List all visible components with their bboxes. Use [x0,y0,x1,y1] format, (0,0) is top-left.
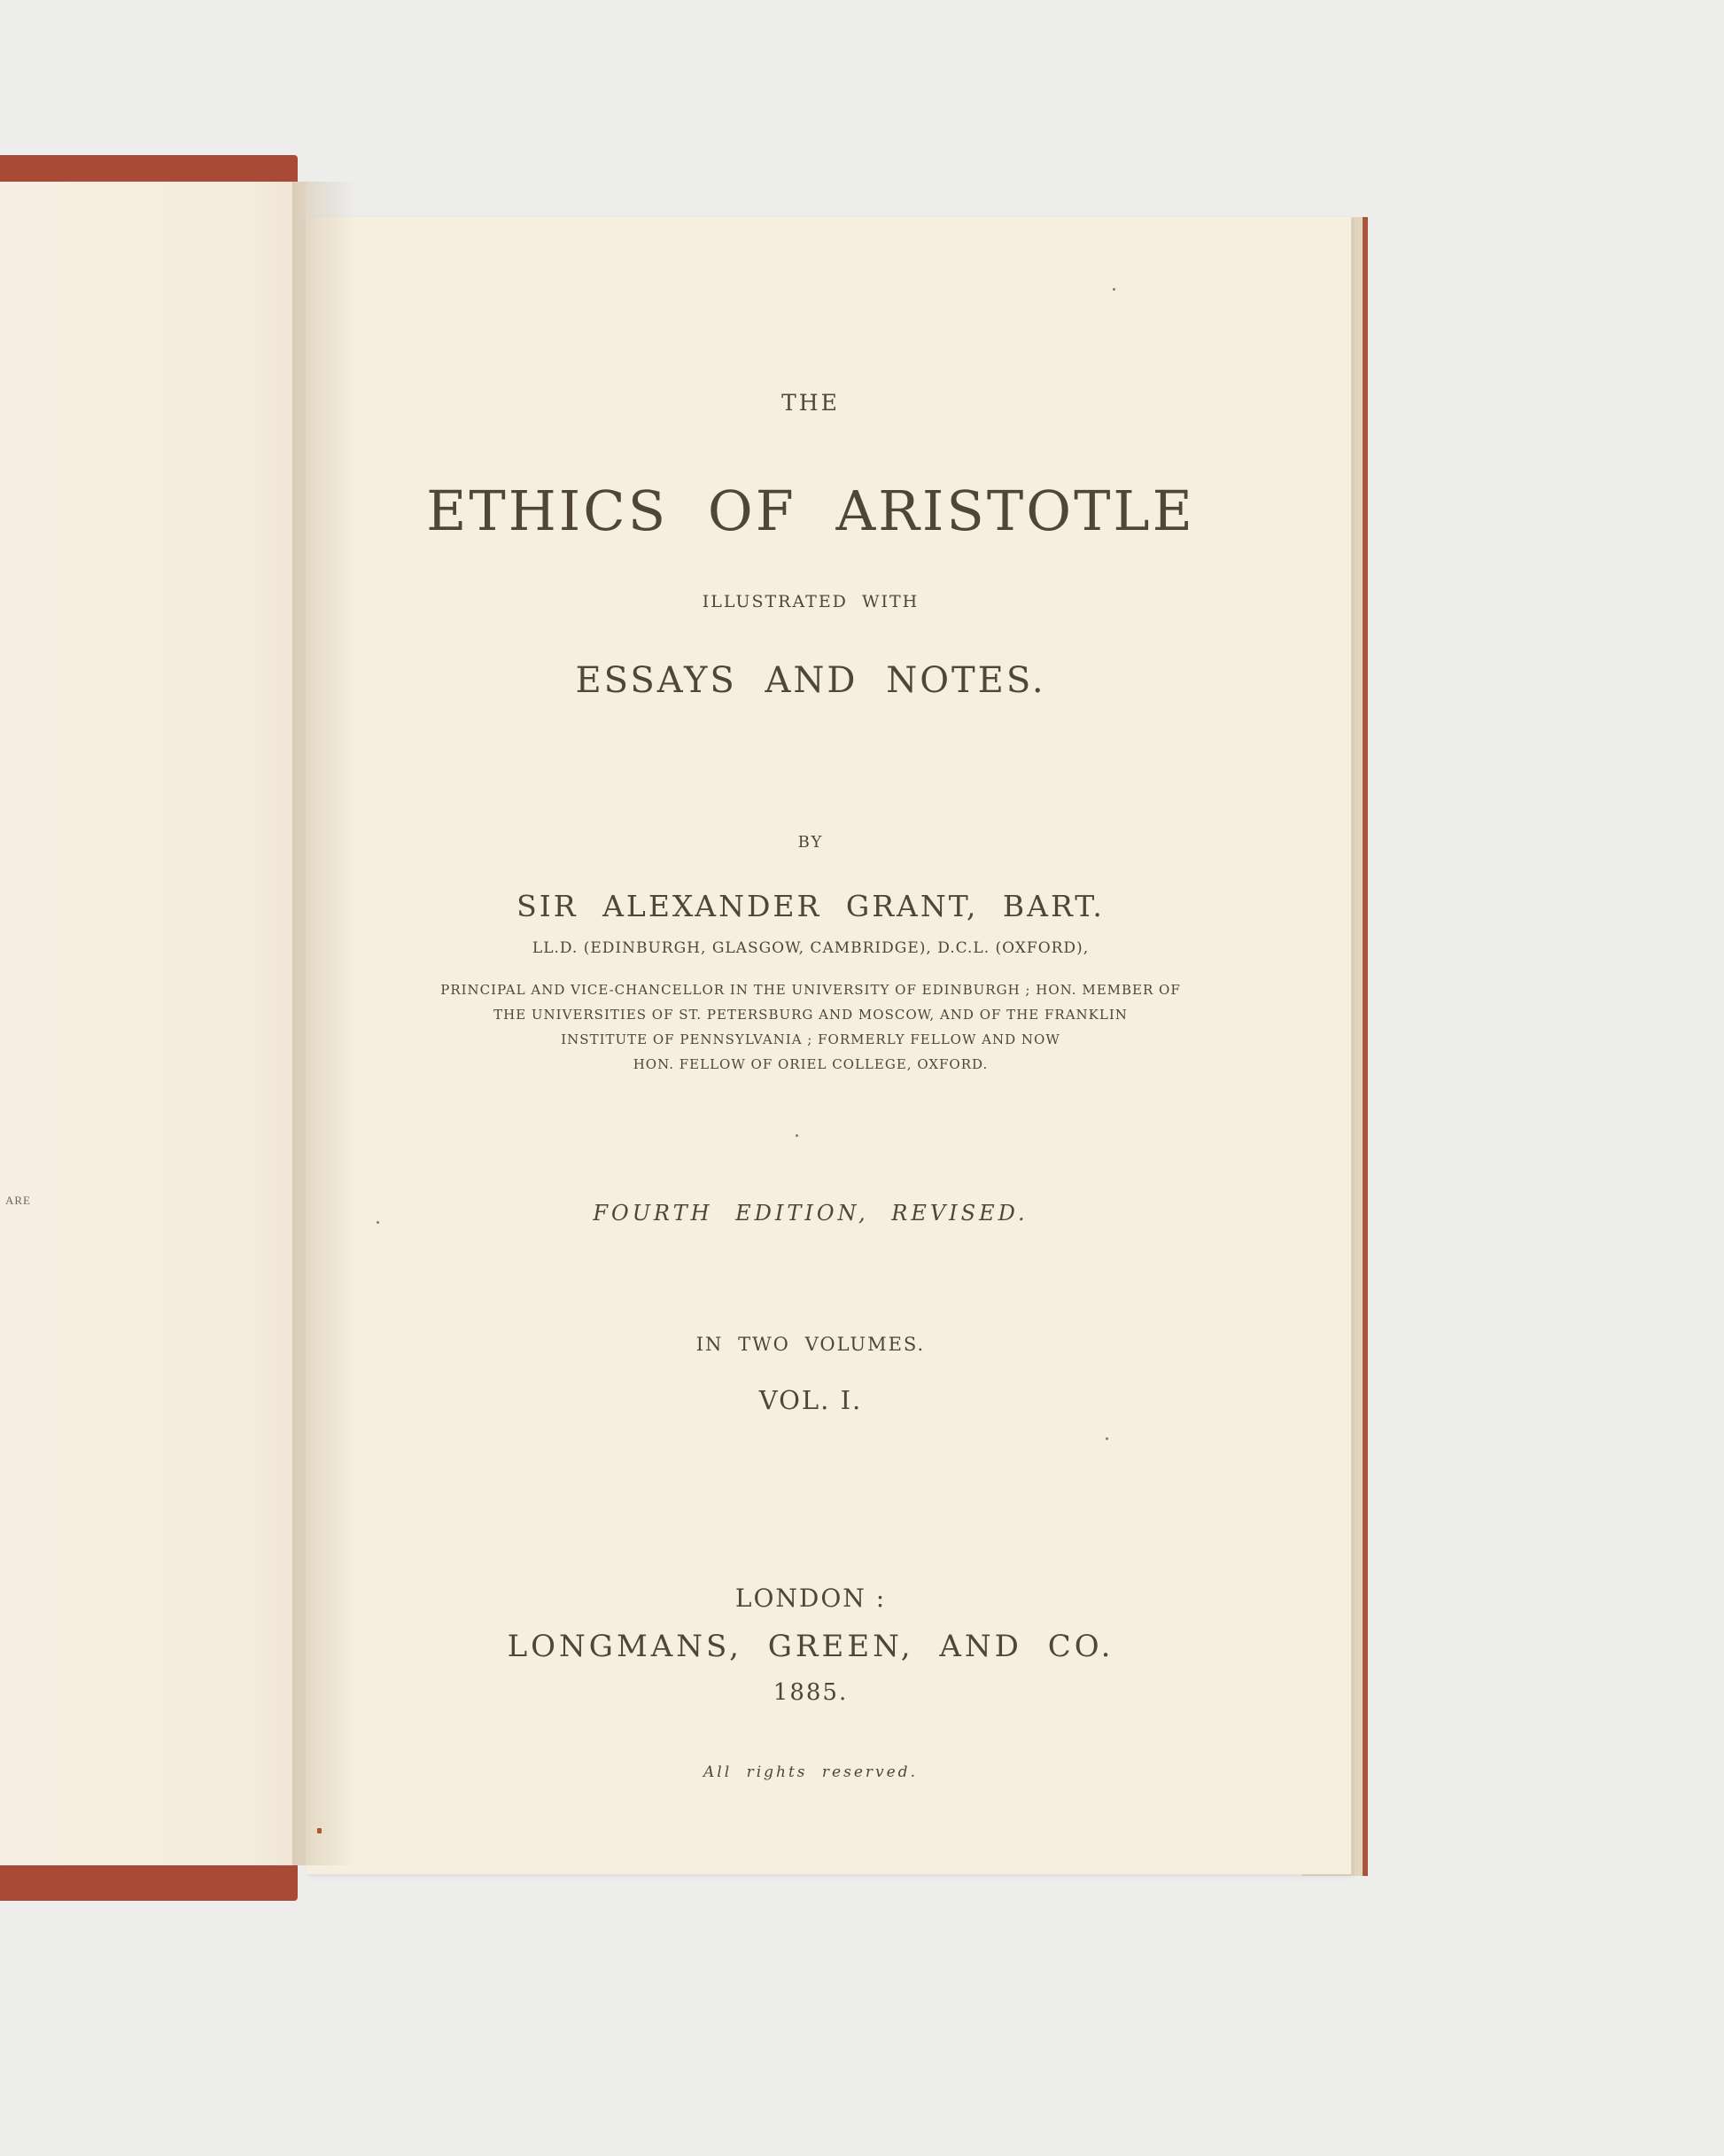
publication-year: 1885. [773,1679,849,1706]
paper-speck [377,1221,379,1224]
paper-speck [796,1134,798,1137]
affiliation-line: PRINCIPAL AND VICE-CHANCELLOR IN THE UNIVERSITY OF EDINBURGH ; HON. MEMBER OF [440,982,1181,998]
paper-speck [1113,288,1115,291]
title-article: THE [781,390,840,416]
affiliation-line: INSTITUTE OF PENNSYLVANIA ; FORMERLY FELLOW AND NOW [561,1031,1060,1047]
author-degrees: LL.D. (EDINBURGH, GLASGOW, CAMBRIDGE), D.C.L. (OXFORD), [532,939,1090,957]
affiliation-line: THE UNIVERSITIES OF ST. PETERSBURG AND MOSCOW, AND OF THE FRANKLIN [493,1007,1128,1023]
left-page-text-fragment: ARE [5,1194,31,1207]
affiliation-line: HON. FELLOW OF ORIEL COLLEGE, OXFORD. [633,1056,989,1072]
publication-place: LONDON : [734,1584,887,1613]
illustrated-with-line: ILLUSTRATED WITH [702,592,920,611]
book-subtitle: ESSAYS AND NOTES. [575,660,1046,701]
book-title: ETHICS OF ARISTOTLE [426,479,1195,543]
paper-speck [1106,1437,1108,1440]
author-affiliation [0,977,1621,1077]
paper-speck [317,1828,322,1833]
by-line: BY [797,833,824,852]
rights-notice: All rights reserved. [703,1763,918,1781]
volumes-line: IN TWO VOLUMES. [695,1334,926,1355]
publisher-name: LONGMANS, GREEN, AND CO. [507,1629,1114,1664]
edition-line: FOURTH EDITION, REVISED. [593,1201,1029,1226]
volume-number: VOL. I. [758,1385,863,1415]
author-name: SIR ALEXANDER GRANT, BART. [516,889,1105,923]
